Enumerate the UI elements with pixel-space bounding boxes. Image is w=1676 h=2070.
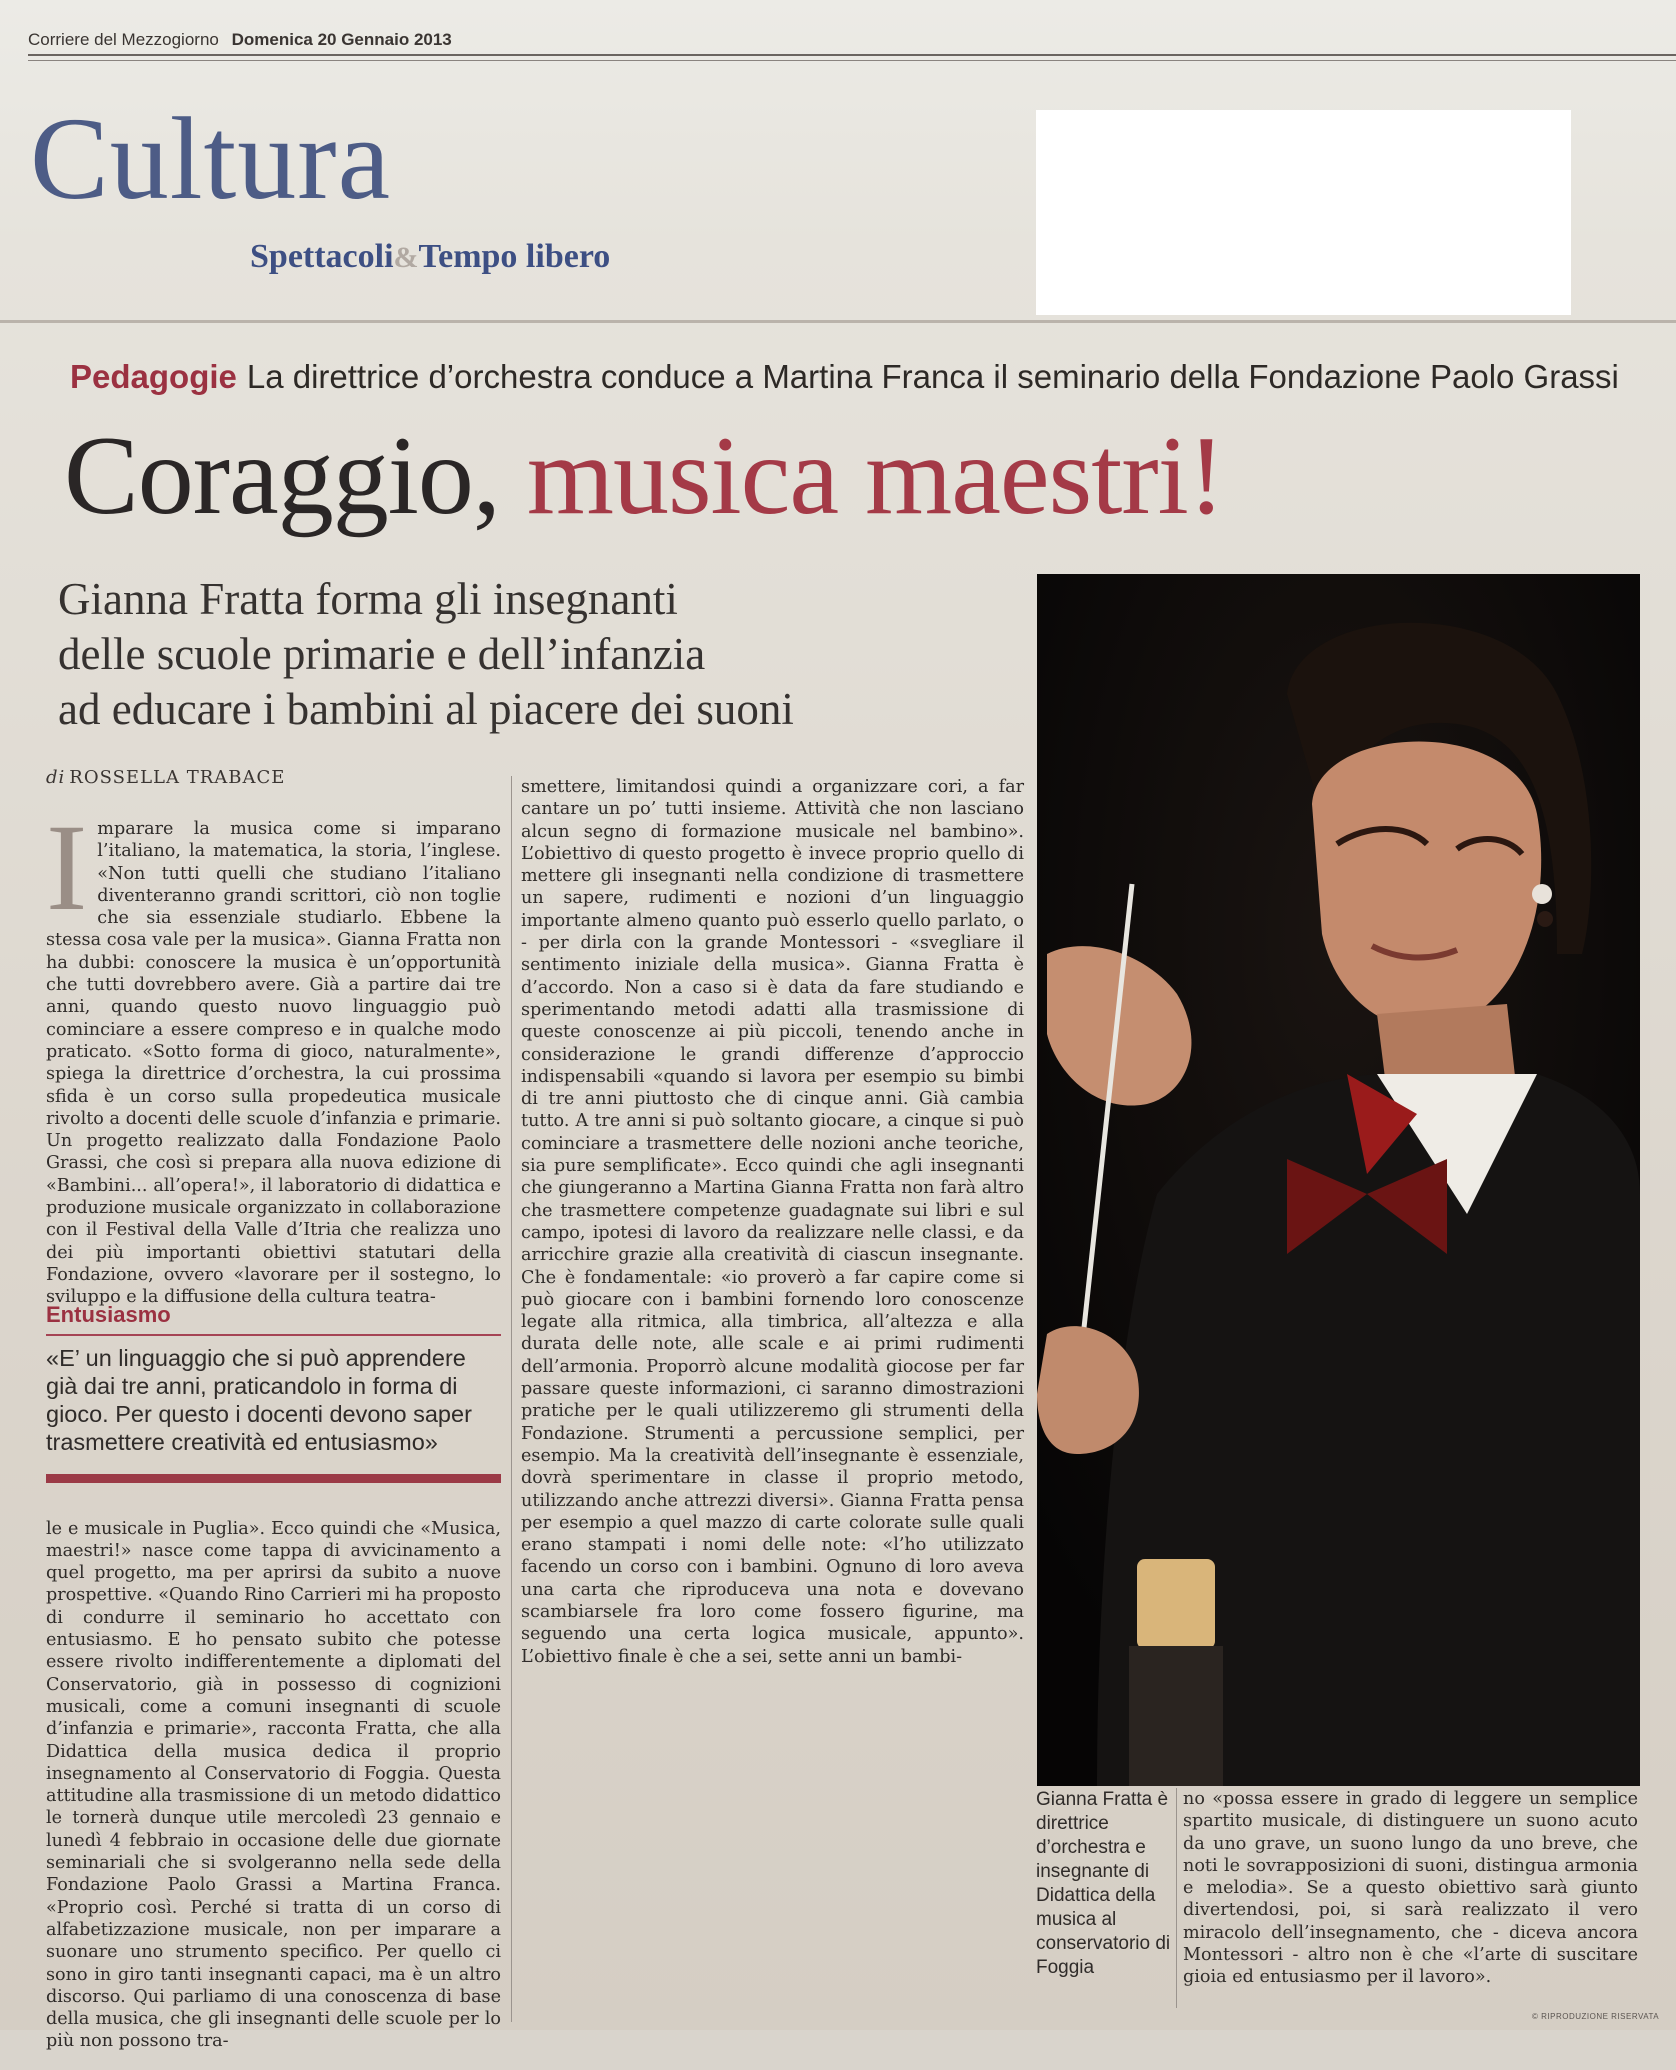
article-column-1 [46,799,501,1309]
issue-date: Domenica 20 Gennaio 2013 [231,30,452,49]
subhead-line: ad educare i bambini al piacere dei suoni [58,684,794,734]
page-separator [0,320,1676,323]
section-sub-a: Spettacoli [250,238,394,275]
byline-prefix: di [46,767,66,788]
subheadline [58,572,1018,737]
article-paragraph: no «possa essere in grado di leggere un semplice spartito musicale, di distinguere un suono acuto da uno grave, un suono lungo da uno breve, che noti le sovrapposizioni di suoni, distingua armonia e melodia». Se a questo obiettivo sarà giunto divertendosi, poi, si sarà realizzato il vero miracolo dell’insegnamento, che - diceva ancora Montessori - altro non è che «l’arte di suscitare gioia ed entusiasmo per il lavoro». [1183,1789,1638,1988]
article-paragraph: mparare la musica come si imparano l’italiano, la matematica, la storia, l’inglese. «Non tutti quelli che studiano l’italiano diventeranno grandi scrittori, ciò non toglie che sia essenziale studiarlo. Ebbene la stessa cosa vale per la musica». Gianna Fratta non ha dubbi: conoscere la musica è un’opportunità che tutti dovrebbero avere. Già a partire dai tre anni, quando questo nuovo linguaggio può cominciare a essere compreso e in qualche modo praticato. «Sotto forma di gioco, naturalmente», spiega la direttrice d’orchestra, la cui prossima sfida è un corso sulla propedeutica musicale rivolto a docenti delle scuole d’infanzia e primarie. Un progetto realizzato dalla Fondazione Paolo Grassi, che così si prepara alla nuova edizione di «Bambini... all’opera!», il laboratorio di didattica e produzione musicale organizzato in collaborazione con il Festival della Valle d’Itria che realizza uno dei più importanti obiettivi statutari della Fondazione, ovvero «lavorare per il sostegno, lo sviluppo e la diffusione della cultura teatra- [46,819,501,1308]
subhead-line: delle scuole primarie e dell’infanzia [58,629,706,679]
conductor-photo [1037,574,1640,1786]
pull-quote-text: «E’ un linguaggio che si può apprendere già dai tre anni, praticandolo in forma di gioco. Per questo i docenti devono saper trasmettere creatività ed entusiasmo» [46,1345,472,1455]
article-paragraph: smettere, limitandosi quindi a organizzare cori, a far cantare un po’ tutti insieme. Attività che non lasciano alcun segno di formazione musicale nel bambino». L’obiettivo di questo progetto è invece proprio quello di mettere gli insegnanti nella condizione di trasmettere un sapere, rudimenti e nozioni d’un linguaggio importante almeno quanto può esserlo quello parlato, o - per dirla con la grande Montessori - «svegliare il sentimento iniziale della musica». Gianna Fratta è d’accordo. Non a caso si è data da fare studiando e sperimentando metodi adatti alla trasmissione di queste conoscenze ai più piccoli, tenendo anche in considerazione le grandi differenze d’approccio indispensabili «quando si lavora per esempio su bimbi di tre anni piuttosto che di cinque anni. Già cambia tutto. A tre anni si può soltanto giocare, a cinque si può cominciare a trasmettere delle nozioni anche teoriche, sia pure semplificate». Ecco quindi che agli insegnanti che giungeranno a Martina Gianna Fratta non farà altro che trasmettere competenze guadagnate sui libri e sul campo, ipotesi di lavoro da realizzare nelle classi, e da arricchire grazie alla creatività di ciascun insegnante. Che è fondamentale: «io proverò a far capire come si può giocare con i bambini fornendo loro conoscenze legate alla ritmica, alla timbrica, all’altezza e alla durata delle note, alle scale e ai primi rudimenti dell’armonia. Proporrò alcune modalità giocose per far passare queste informazioni, ci saranno dimostrazioni pratiche per le quali utilizzeremo gli strumenti della Fondazione. Strumenti a percussione semplici, per esempio. Ma la creatività dell’insegnante è essenziale, dovrà sperimentare in classe il proprio metodo, utilizzando anche attrezzi diversi». Gianna Fratta pensa per esempio a quel mazzo di carte colorate sulle quali erano stampati i nomi delle note: «l’ho utilizzato facendo un corso con i bambini. Ognuno di loro aveva una carta che riproduceva una nota e dovevano scambiarsele fra loro come fossero figurine, ma seguendo una certa logica musicale, appunto». L’obiettivo finale è che a sei, sette anni un bambi- [521,777,1024,1667]
headline-part-1: Coraggio, [64,414,500,538]
kicker [70,358,1619,396]
header-rule [28,54,1676,56]
headline [64,414,1225,538]
kicker-tag: Pedagogie [70,358,237,395]
section-subtitle [250,238,610,276]
article-column-2 [521,776,1024,1668]
headline-part-2: musica maestri! [526,414,1225,538]
section-sub-b: Tempo libero [418,238,611,275]
pull-quote [46,1302,501,1483]
article-paragraph: le e musicale in Puglia». Ecco quindi che «Musica, maestri!» nasce come tappa di avvicinamento a quel progetto, ma per aprirsi da subito a nuove prospettive. «Quando Rino Carrieri mi ha proposto di condurre il seminario ho accettato con entusiasmo. E ho pensato subito che potesse essere rivolto indifferentemente a diplomati del Conservatorio, già in possesso di cognizioni musicali, come a comuni insegnanti di scuole d’infanzia e primarie», racconta Fratta, che alla Didattica della musica dedica il proprio insegnamento al Conservatorio di Foggia. Questa attitudine alla trasmissione di un metodo didattico le tornerà dunque utile mercoledì 23 gennaio e lunedì 4 febbraio in occasione delle due giornate seminariali che si svolgeranno nella sede della Fondazione Paolo Grassi a Martina Franca. «Proprio così. Perché si tratta di un corso di alfabetizzazione musicale, non per imparare a suonare uno strumento specifico. Per quello ci sono in giro tanti insegnanti capaci, ma è un altro discorso. Qui parliamo di una conoscenza di base della musica, che gli insegnanti delle scuole per lo più non possono tra- [46,1518,502,2052]
section-sub-ampersand: & [393,241,419,274]
kicker-text: La direttrice d’orchestra conduce a Martina Franca il seminario della Fondazione Paolo Grassi [246,358,1619,395]
column-rule [1176,1788,1177,2008]
conductor-illustration [1037,574,1640,1786]
pull-quote-title: Entusiasmo [46,1302,171,1327]
subhead-line: Gianna Fratta forma gli insegnanti [58,574,678,624]
running-header [28,30,452,50]
pull-quote-rule [46,1334,501,1336]
byline [46,767,285,788]
column-rule [511,776,512,2022]
section-title: Cultura [30,93,391,224]
article-column-3 [1183,1788,1638,1989]
pull-quote-bar [46,1474,501,1483]
copyright-notice: © RIPRODUZIONE RISERVATA [1532,2012,1660,2021]
header-rule-thin [28,60,1676,61]
photo-caption: Gianna Fratta è direttrice d’orchestra e insegnante di Didattica della musica al conservatorio di Foggia [1036,1789,1171,1978]
publication-name: Corriere del Mezzogiorno [28,30,219,49]
drop-cap: I [46,799,88,936]
article-column-1-continued [46,1500,501,2070]
byline-author: ROSSELLA TRABACE [69,767,286,788]
blank-area [1036,110,1571,315]
